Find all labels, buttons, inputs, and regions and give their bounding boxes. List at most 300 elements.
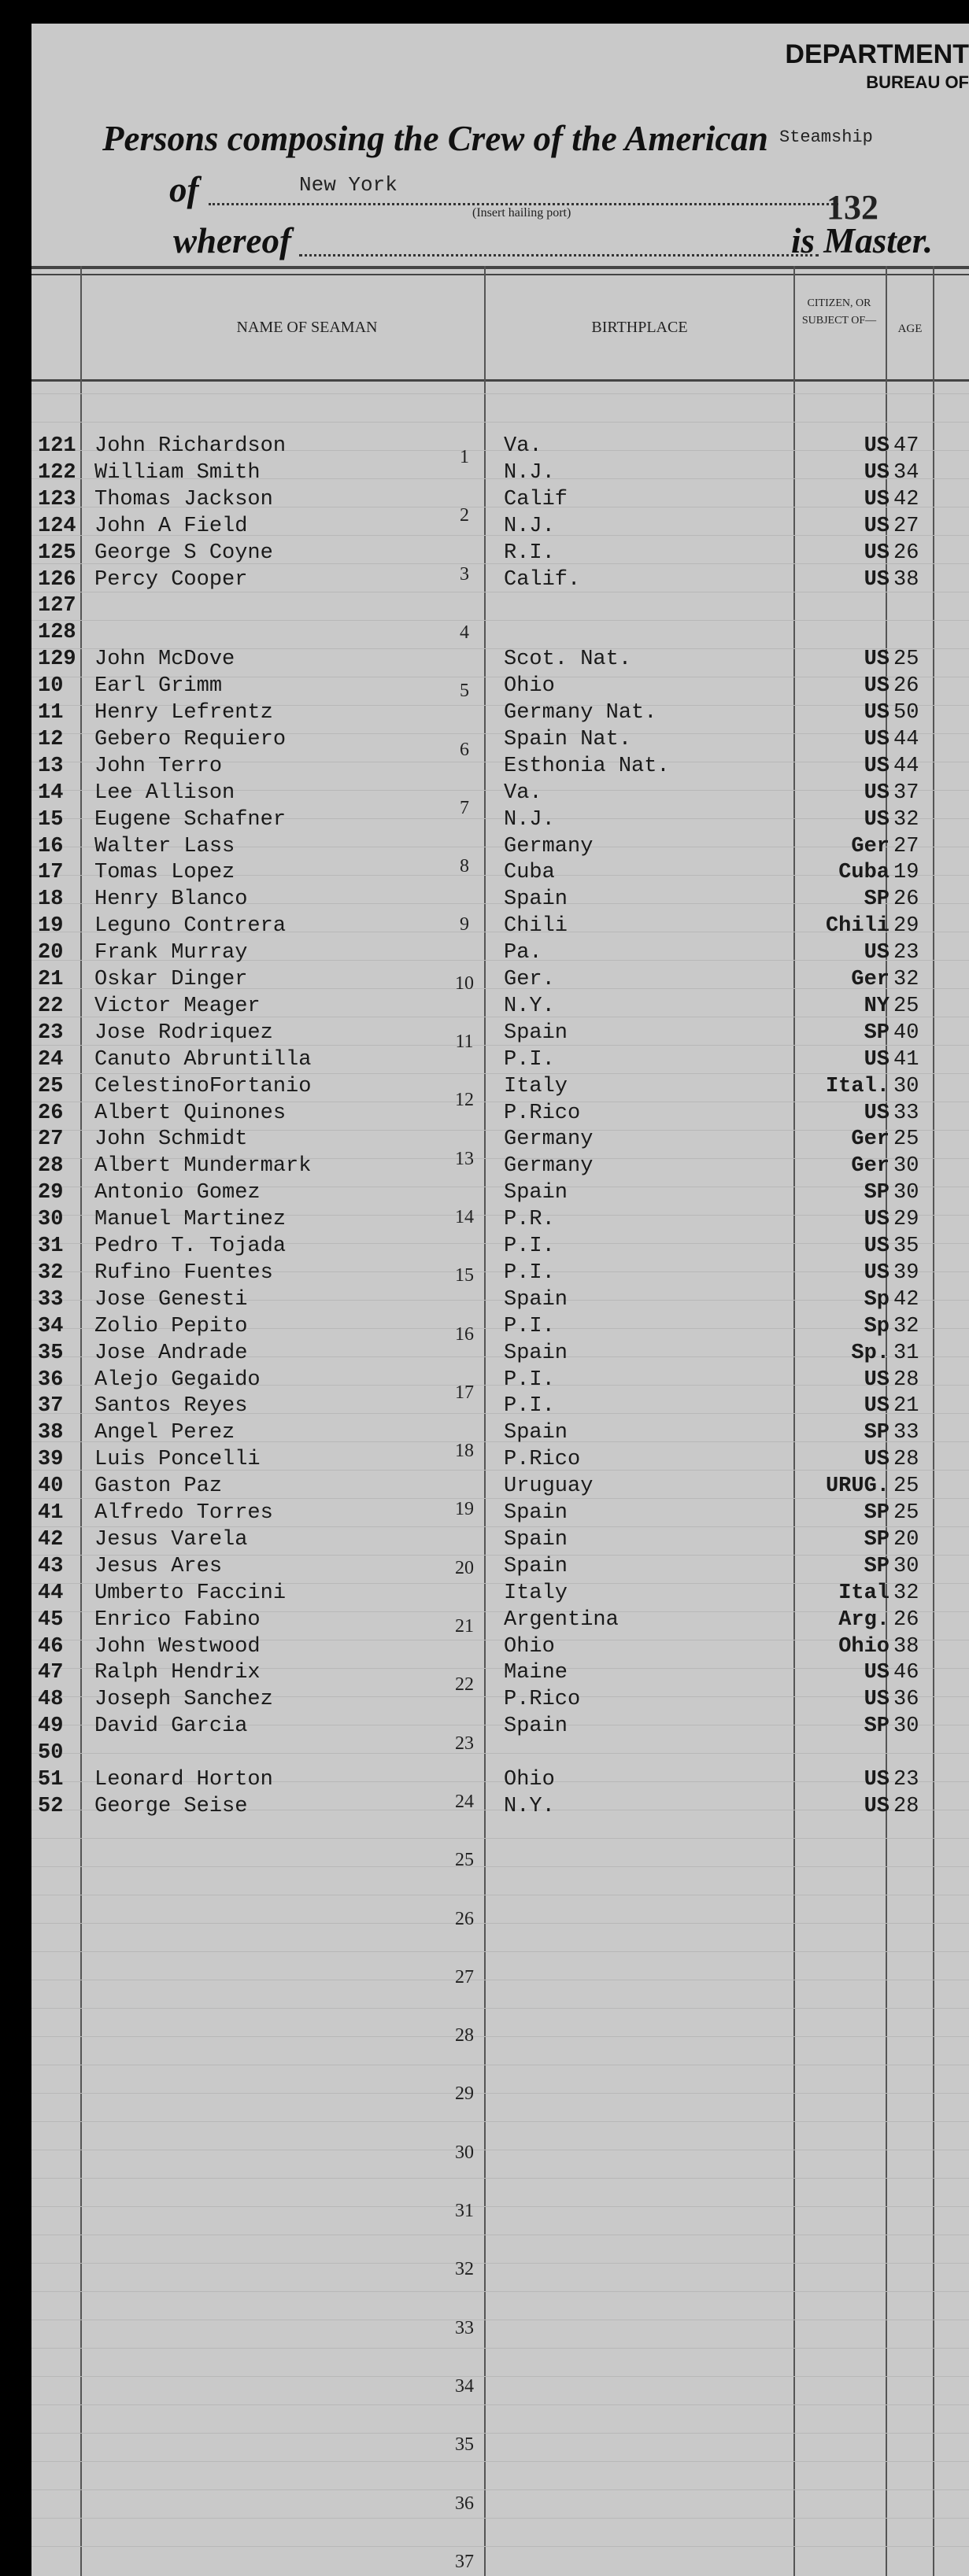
row-mark: 123 bbox=[38, 488, 76, 511]
birthplace: Scot. Nat. bbox=[504, 648, 632, 671]
crew-row bbox=[31, 1181, 969, 1206]
ruled-line bbox=[31, 393, 969, 394]
crew-row bbox=[31, 568, 969, 593]
age: 39 bbox=[893, 1261, 919, 1285]
seaman-name: Rufino Fuentes bbox=[94, 1261, 273, 1285]
line-number: 9 bbox=[460, 914, 469, 935]
crew-row bbox=[31, 1127, 969, 1153]
row-mark: 41 bbox=[38, 1501, 64, 1525]
row-mark: 126 bbox=[38, 568, 76, 592]
birthplace: Maine bbox=[504, 1661, 568, 1685]
ruled-line bbox=[31, 2461, 969, 2462]
row-mark: 39 bbox=[38, 1448, 64, 1471]
age: 35 bbox=[893, 1234, 919, 1258]
birthplace: Cuba bbox=[504, 861, 555, 884]
citizenship: US bbox=[864, 1261, 889, 1285]
birthplace: P.I. bbox=[504, 1394, 555, 1418]
header-top-rule-2 bbox=[31, 274, 969, 275]
citizenship: Ger bbox=[851, 1127, 889, 1151]
seaman-name: Jesus Varela bbox=[94, 1528, 248, 1552]
seaman-name: Santos Reyes bbox=[94, 1394, 248, 1418]
birthplace: Germany bbox=[504, 1154, 594, 1178]
seaman-name: John McDove bbox=[94, 648, 235, 671]
ruled-line bbox=[31, 2489, 969, 2490]
ruled-line bbox=[31, 2008, 969, 2009]
age: 28 bbox=[893, 1448, 919, 1471]
crew-row bbox=[31, 914, 969, 939]
birthplace: P.I. bbox=[504, 1261, 555, 1285]
birthplace: Esthonia Nat. bbox=[504, 755, 670, 778]
seaman-name: Jose Andrade bbox=[94, 1342, 248, 1365]
crew-row bbox=[31, 1714, 969, 1740]
seaman-name: Leguno Contrera bbox=[94, 914, 287, 938]
row-mark: 48 bbox=[38, 1688, 64, 1711]
age: 23 bbox=[893, 941, 919, 965]
line-number: 1 bbox=[460, 447, 469, 467]
age: 32 bbox=[893, 1581, 919, 1605]
line-number: 32 bbox=[455, 2259, 474, 2279]
citizenship: US bbox=[864, 781, 889, 805]
line-number: 3 bbox=[460, 564, 469, 585]
line-number: 5 bbox=[460, 681, 469, 701]
row-mark: 30 bbox=[38, 1208, 64, 1231]
seaman-name: Earl Grimm bbox=[94, 674, 223, 698]
citizenship: Ital. bbox=[825, 1075, 889, 1098]
seaman-name: Frank Murray bbox=[94, 941, 248, 965]
citizenship: SP bbox=[864, 1528, 889, 1552]
birthplace: P.I. bbox=[504, 1315, 555, 1338]
crew-row bbox=[31, 1768, 969, 1793]
citizenship: US bbox=[864, 1368, 889, 1392]
citizenship: Sp bbox=[864, 1315, 889, 1338]
seaman-name: Victor Meager bbox=[94, 995, 261, 1018]
ruled-line bbox=[31, 2093, 969, 2094]
seaman-name: Antonio Gomez bbox=[94, 1181, 261, 1205]
row-mark: 27 bbox=[38, 1127, 64, 1151]
crew-row bbox=[31, 461, 969, 486]
ruled-line bbox=[31, 2546, 969, 2547]
citizenship: US bbox=[864, 674, 889, 698]
crew-row bbox=[31, 621, 969, 646]
row-mark: 128 bbox=[38, 621, 76, 644]
citizenship: US bbox=[864, 1208, 889, 1231]
seaman-name: Albert Mundermark bbox=[94, 1154, 312, 1178]
hailing-port: New York bbox=[299, 173, 398, 197]
birthplace: P.Rico bbox=[504, 1102, 581, 1125]
birthplace: Va. bbox=[504, 434, 542, 458]
citizenship: NY bbox=[864, 995, 889, 1018]
seaman-name: Ralph Hendrix bbox=[94, 1661, 261, 1685]
seaman-name: George S Coyne bbox=[94, 541, 273, 565]
seaman-name: Percy Cooper bbox=[94, 568, 248, 592]
birthplace: Spain bbox=[504, 1021, 568, 1045]
birthplace: Ohio bbox=[504, 1768, 555, 1792]
citizenship: US bbox=[864, 515, 889, 538]
row-mark: 121 bbox=[38, 434, 76, 458]
row-mark: 16 bbox=[38, 835, 64, 858]
line-number: 21 bbox=[455, 1616, 474, 1637]
tonnage-number: 132 bbox=[827, 188, 878, 227]
row-mark: 122 bbox=[38, 461, 76, 485]
citizenship: US bbox=[864, 434, 889, 458]
seaman-name: Joseph Sanchez bbox=[94, 1688, 273, 1711]
seaman-name: George Seise bbox=[94, 1795, 248, 1818]
crew-row bbox=[31, 995, 969, 1020]
line-number: 6 bbox=[460, 740, 469, 760]
line-number: 12 bbox=[455, 1090, 474, 1110]
crew-row bbox=[31, 1368, 969, 1393]
age: 30 bbox=[893, 1181, 919, 1205]
citizenship: US bbox=[864, 1394, 889, 1418]
citizenship: US bbox=[864, 1795, 889, 1818]
line-number: 34 bbox=[455, 2376, 474, 2397]
seaman-name: Umberto Faccini bbox=[94, 1581, 287, 1605]
bureau-label: BUREAU OF bbox=[866, 72, 969, 92]
row-mark: 31 bbox=[38, 1234, 64, 1258]
birthplace: Ger. bbox=[504, 968, 555, 991]
citizenship: SP bbox=[864, 1021, 889, 1045]
crew-row bbox=[31, 1048, 969, 1073]
crew-row bbox=[31, 1528, 969, 1553]
ruled-line bbox=[31, 2206, 969, 2207]
line-number: 11 bbox=[455, 1032, 474, 1052]
line-number: 22 bbox=[455, 1674, 474, 1695]
age: 42 bbox=[893, 488, 919, 511]
seaman-name: Gaston Paz bbox=[94, 1474, 223, 1498]
citizenship: US bbox=[864, 1688, 889, 1711]
birthplace: Spain bbox=[504, 1421, 568, 1445]
age: 25 bbox=[893, 1474, 919, 1498]
crew-row bbox=[31, 1075, 969, 1100]
crew-row bbox=[31, 1421, 969, 1446]
master-dotline bbox=[299, 254, 819, 256]
row-mark: 12 bbox=[38, 728, 64, 751]
citizenship: Sp bbox=[864, 1288, 889, 1312]
crew-row bbox=[31, 1501, 969, 1526]
seaman-name: Thomas Jackson bbox=[94, 488, 273, 511]
age: 36 bbox=[893, 1688, 919, 1711]
seaman-name: Angel Perez bbox=[94, 1421, 235, 1445]
line-number: 18 bbox=[455, 1441, 474, 1461]
age: 41 bbox=[893, 1048, 919, 1072]
crew-row bbox=[31, 1102, 969, 1127]
birthplace: Germany bbox=[504, 835, 594, 858]
row-mark: 42 bbox=[38, 1528, 64, 1552]
seaman-name: Alfredo Torres bbox=[94, 1501, 273, 1525]
birthplace: N.Y. bbox=[504, 1795, 555, 1818]
ruled-line bbox=[31, 1526, 969, 1527]
birthplace: P.Rico bbox=[504, 1448, 581, 1471]
citizenship: SP bbox=[864, 888, 889, 911]
line-number: 17 bbox=[455, 1382, 474, 1403]
row-mark: 26 bbox=[38, 1102, 64, 1125]
ruled-line bbox=[31, 2376, 969, 2377]
crew-row bbox=[31, 888, 969, 913]
citizenship: US bbox=[864, 568, 889, 592]
birthplace: Uruguay bbox=[504, 1474, 594, 1498]
birthplace: Va. bbox=[504, 781, 542, 805]
seaman-name: Zolio Pepito bbox=[94, 1315, 248, 1338]
line-number: 37 bbox=[455, 2552, 474, 2572]
age: 25 bbox=[893, 1127, 919, 1151]
crew-row bbox=[31, 1288, 969, 1313]
birthplace: Italy bbox=[504, 1075, 568, 1098]
row-mark: 21 bbox=[38, 968, 64, 991]
birthplace: Germany Nat. bbox=[504, 701, 657, 725]
row-mark: 20 bbox=[38, 941, 64, 965]
line-number: 8 bbox=[460, 856, 469, 877]
col-header-birthplace: BIRTHPLACE bbox=[591, 319, 688, 336]
line-number: 16 bbox=[455, 1324, 474, 1345]
row-mark: 38 bbox=[38, 1421, 64, 1445]
seaman-name: Eugene Schafner bbox=[94, 808, 287, 832]
row-mark: 25 bbox=[38, 1075, 64, 1098]
birthplace: Spain bbox=[504, 888, 568, 911]
seaman-name: Luis Poncelli bbox=[94, 1448, 261, 1471]
citizenship: Sp. bbox=[851, 1342, 889, 1365]
citizenship: US bbox=[864, 1768, 889, 1792]
seaman-name: Jose Rodriquez bbox=[94, 1021, 273, 1045]
birthplace: Spain bbox=[504, 1555, 568, 1578]
seaman-name: John Terro bbox=[94, 755, 223, 778]
seaman-name: Henry Lefrentz bbox=[94, 701, 273, 725]
line-number: 35 bbox=[455, 2434, 474, 2455]
of-label: of bbox=[169, 170, 199, 209]
citizenship: US bbox=[864, 1661, 889, 1685]
row-mark: 28 bbox=[38, 1154, 64, 1178]
citizenship: SP bbox=[864, 1555, 889, 1578]
birthplace: N.J. bbox=[504, 808, 555, 832]
port-dotline bbox=[209, 203, 838, 205]
port-hint: (Insert hailing port) bbox=[472, 206, 571, 220]
crew-row bbox=[31, 1234, 969, 1260]
age: 32 bbox=[893, 808, 919, 832]
line-number: 25 bbox=[455, 1850, 474, 1870]
age: 44 bbox=[893, 755, 919, 778]
citizenship: US bbox=[864, 541, 889, 565]
row-mark: 51 bbox=[38, 1768, 64, 1792]
line-number: 29 bbox=[455, 2083, 474, 2104]
crew-row bbox=[31, 541, 969, 566]
birthplace: Spain bbox=[504, 1528, 568, 1552]
citizenship: US bbox=[864, 755, 889, 778]
row-mark: 15 bbox=[38, 808, 64, 832]
citizenship: Ger bbox=[851, 1154, 889, 1178]
seaman-name: John Schmidt bbox=[94, 1127, 248, 1151]
age: 27 bbox=[893, 835, 919, 858]
row-mark: 10 bbox=[38, 674, 64, 698]
birthplace: Calif. bbox=[504, 568, 581, 592]
birthplace: Spain Nat. bbox=[504, 728, 632, 751]
col-header-name: NAME OF SEAMAN bbox=[236, 319, 378, 336]
ruled-line bbox=[31, 2404, 969, 2405]
row-mark: 29 bbox=[38, 1181, 64, 1205]
line-number: 31 bbox=[455, 2201, 474, 2221]
crew-row bbox=[31, 488, 969, 513]
crew-row bbox=[31, 755, 969, 780]
form-title: Persons composing the Crew of the American bbox=[102, 119, 768, 158]
line-number: 7 bbox=[460, 798, 469, 818]
seaman-name: Lee Allison bbox=[94, 781, 235, 805]
citizenship: US bbox=[864, 728, 889, 751]
row-mark: 52 bbox=[38, 1795, 64, 1818]
crew-row bbox=[31, 1555, 969, 1580]
age: 30 bbox=[893, 1075, 919, 1098]
age: 42 bbox=[893, 1288, 919, 1312]
citizenship: Ital bbox=[838, 1581, 889, 1605]
seaman-name: Enrico Fabino bbox=[94, 1608, 261, 1632]
row-mark: 50 bbox=[38, 1741, 64, 1765]
age: 25 bbox=[893, 648, 919, 671]
birthplace: Spain bbox=[504, 1501, 568, 1525]
row-mark: 22 bbox=[38, 995, 64, 1018]
citizenship: URUG. bbox=[825, 1474, 889, 1498]
line-number: 24 bbox=[455, 1792, 474, 1812]
birthplace: Italy bbox=[504, 1581, 568, 1605]
row-mark: 17 bbox=[38, 861, 64, 884]
seaman-name: Pedro T. Tojada bbox=[94, 1234, 287, 1258]
birthplace: N.J. bbox=[504, 461, 555, 485]
row-mark: 18 bbox=[38, 888, 64, 911]
row-mark: 44 bbox=[38, 1581, 64, 1605]
crew-row bbox=[31, 1635, 969, 1660]
age: 32 bbox=[893, 1315, 919, 1338]
manifest-sheet bbox=[31, 24, 969, 2576]
birthplace: Ohio bbox=[504, 674, 555, 698]
col-header-citizen: CITIZEN, OR SUBJECT OF— bbox=[801, 297, 877, 327]
row-mark: 45 bbox=[38, 1608, 64, 1632]
row-mark: 124 bbox=[38, 515, 76, 538]
birthplace: Chili bbox=[504, 914, 568, 938]
citizenship: SP bbox=[864, 1714, 889, 1738]
seaman-name: Jose Genesti bbox=[94, 1288, 248, 1312]
birthplace: P.I. bbox=[504, 1234, 555, 1258]
citizenship: Arg. bbox=[838, 1608, 889, 1632]
crew-row bbox=[31, 1021, 969, 1046]
crew-row bbox=[31, 781, 969, 806]
age: 30 bbox=[893, 1555, 919, 1578]
row-mark: 23 bbox=[38, 1021, 64, 1045]
crew-row bbox=[31, 1581, 969, 1607]
seaman-name: CelestinoFortanio bbox=[94, 1075, 312, 1098]
row-mark: 43 bbox=[38, 1555, 64, 1578]
ruled-line bbox=[31, 1073, 969, 1074]
ruled-line bbox=[31, 2263, 969, 2264]
age: 47 bbox=[893, 434, 919, 458]
whereof-label: whereof bbox=[173, 221, 291, 260]
row-mark: 24 bbox=[38, 1048, 64, 1072]
vessel-type: Steamship bbox=[779, 127, 873, 147]
row-mark: 13 bbox=[38, 755, 64, 778]
citizenship: SP bbox=[864, 1181, 889, 1205]
crew-row bbox=[31, 1261, 969, 1286]
col-header-age: AGE bbox=[897, 323, 923, 335]
birthplace: Argentina bbox=[504, 1608, 619, 1632]
row-mark: 33 bbox=[38, 1288, 64, 1312]
seaman-name: John Westwood bbox=[94, 1635, 261, 1659]
age: 26 bbox=[893, 1608, 919, 1632]
ruled-line bbox=[31, 2518, 969, 2519]
birthplace: N.Y. bbox=[504, 995, 555, 1018]
seaman-name: Henry Blanco bbox=[94, 888, 248, 911]
citizenship: Ger bbox=[851, 968, 889, 991]
ruled-line bbox=[31, 2036, 969, 2037]
citizenship: US bbox=[864, 461, 889, 485]
birthplace: P.I. bbox=[504, 1368, 555, 1392]
ruled-line bbox=[31, 2178, 969, 2179]
citizenship: SP bbox=[864, 1421, 889, 1445]
seaman-name: Walter Lass bbox=[94, 835, 235, 858]
seaman-name: Gebero Requiero bbox=[94, 728, 287, 751]
birthplace: Pa. bbox=[504, 941, 542, 965]
line-number: 10 bbox=[455, 973, 474, 994]
age: 26 bbox=[893, 888, 919, 911]
row-mark: 47 bbox=[38, 1661, 64, 1685]
citizenship: US bbox=[864, 941, 889, 965]
age: 25 bbox=[893, 1501, 919, 1525]
department-label: DEPARTMENT bbox=[785, 39, 969, 69]
line-number: 28 bbox=[455, 2025, 474, 2046]
birthplace: R.I. bbox=[504, 541, 555, 565]
line-number: 20 bbox=[455, 1558, 474, 1578]
birthplace: P.Rico bbox=[504, 1688, 581, 1711]
ruled-line bbox=[31, 2433, 969, 2434]
seaman-name: John Richardson bbox=[94, 434, 287, 458]
line-number: 13 bbox=[455, 1149, 474, 1169]
age: 33 bbox=[893, 1102, 919, 1125]
line-number: 27 bbox=[455, 1967, 474, 1987]
age: 28 bbox=[893, 1368, 919, 1392]
crew-row bbox=[31, 674, 969, 699]
citizenship: Chili bbox=[825, 914, 889, 938]
birthplace: Spain bbox=[504, 1342, 568, 1365]
age: 32 bbox=[893, 968, 919, 991]
row-mark: 11 bbox=[38, 701, 64, 725]
age: 44 bbox=[893, 728, 919, 751]
line-number: 4 bbox=[460, 622, 469, 643]
crew-row bbox=[31, 1741, 969, 1766]
age: 27 bbox=[893, 515, 919, 538]
age: 33 bbox=[893, 1421, 919, 1445]
citizenship: US bbox=[864, 1102, 889, 1125]
line-number: 19 bbox=[455, 1499, 474, 1519]
crew-row bbox=[31, 515, 969, 540]
age: 21 bbox=[893, 1394, 919, 1418]
crew-row bbox=[31, 835, 969, 860]
row-mark: 37 bbox=[38, 1394, 64, 1418]
crew-row bbox=[31, 1474, 969, 1500]
birthplace: N.J. bbox=[504, 515, 555, 538]
birthplace: P.R. bbox=[504, 1208, 555, 1231]
line-number: 26 bbox=[455, 1909, 474, 1929]
citizenship: US bbox=[864, 808, 889, 832]
row-mark: 129 bbox=[38, 648, 76, 671]
age: 29 bbox=[893, 914, 919, 938]
birthplace: P.I. bbox=[504, 1048, 555, 1072]
birthplace: Spain bbox=[504, 1181, 568, 1205]
seaman-name: John A Field bbox=[94, 515, 248, 538]
age: 28 bbox=[893, 1795, 919, 1818]
crew-row bbox=[31, 648, 969, 673]
crew-row bbox=[31, 1394, 969, 1419]
age: 34 bbox=[893, 461, 919, 485]
age: 30 bbox=[893, 1154, 919, 1178]
citizenship: US bbox=[864, 701, 889, 725]
header-top-rule bbox=[31, 266, 969, 269]
age: 40 bbox=[893, 1021, 919, 1045]
age: 19 bbox=[893, 861, 919, 884]
crew-row bbox=[31, 1608, 969, 1633]
